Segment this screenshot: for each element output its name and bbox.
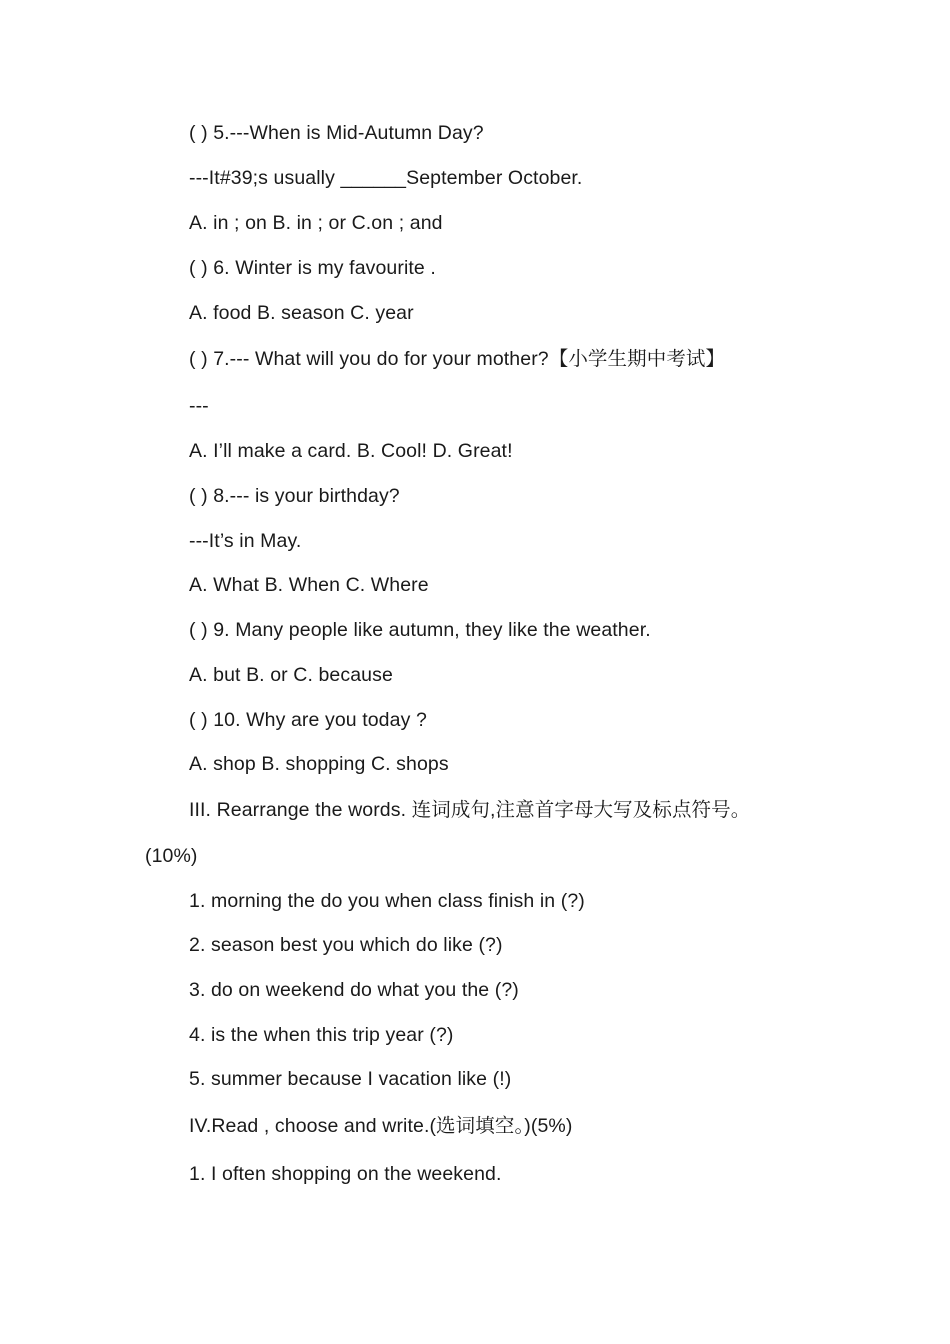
question-5-options: A. in ; on B. in ; or C.on ; and [189, 212, 443, 234]
question-8: ( ) 8.--- is your birthday? [189, 485, 400, 507]
rearrange-item-4: 4. is the when this trip year (?) [189, 1024, 454, 1046]
question-9: ( ) 9. Many people like autumn, they like the weather. [189, 619, 651, 641]
question-5-answer-line: ---It#39;s usually ______September October. [189, 167, 583, 189]
question-5: ( ) 5.---When is Mid-Autumn Day? [189, 122, 484, 144]
rearrange-item-1: 1. morning the do you when class finish in (?) [189, 890, 585, 912]
question-7-answer-line: --- [189, 395, 209, 417]
question-9-options: A. but B. or C. because [189, 664, 393, 686]
question-10: ( ) 10. Why are you today ? [189, 709, 427, 731]
section-iv-heading: IV.Read , choose and write.(选词填空。)(5%) [189, 1115, 573, 1137]
question-8-answer-line: ---It’s in May. [189, 530, 302, 552]
fill-blank-item-1: 1. I often shopping on the weekend. [189, 1163, 502, 1185]
question-8-options: A. What B. When C. Where [189, 574, 429, 596]
question-7: ( ) 7.--- What will you do for your mother?【小学生期中考试】 [189, 348, 726, 370]
rearrange-item-2: 2. season best you which do like (?) [189, 934, 503, 956]
section-iii-score: (10%) [145, 845, 198, 867]
section-iii-heading: III. Rearrange the words. 连词成句,注意首字母大写及标点符号。 [189, 799, 751, 821]
question-6-options: A. food B. season C. year [189, 302, 414, 324]
rearrange-item-5: 5. summer because I vacation like (!) [189, 1068, 512, 1090]
question-10-options: A. shop B. shopping C. shops [189, 753, 449, 775]
question-6: ( ) 6. Winter is my favourite . [189, 257, 436, 279]
question-7-options: A. I’ll make a card. B. Cool! D. Great! [189, 440, 513, 462]
rearrange-item-3: 3. do on weekend do what you the (?) [189, 979, 519, 1001]
